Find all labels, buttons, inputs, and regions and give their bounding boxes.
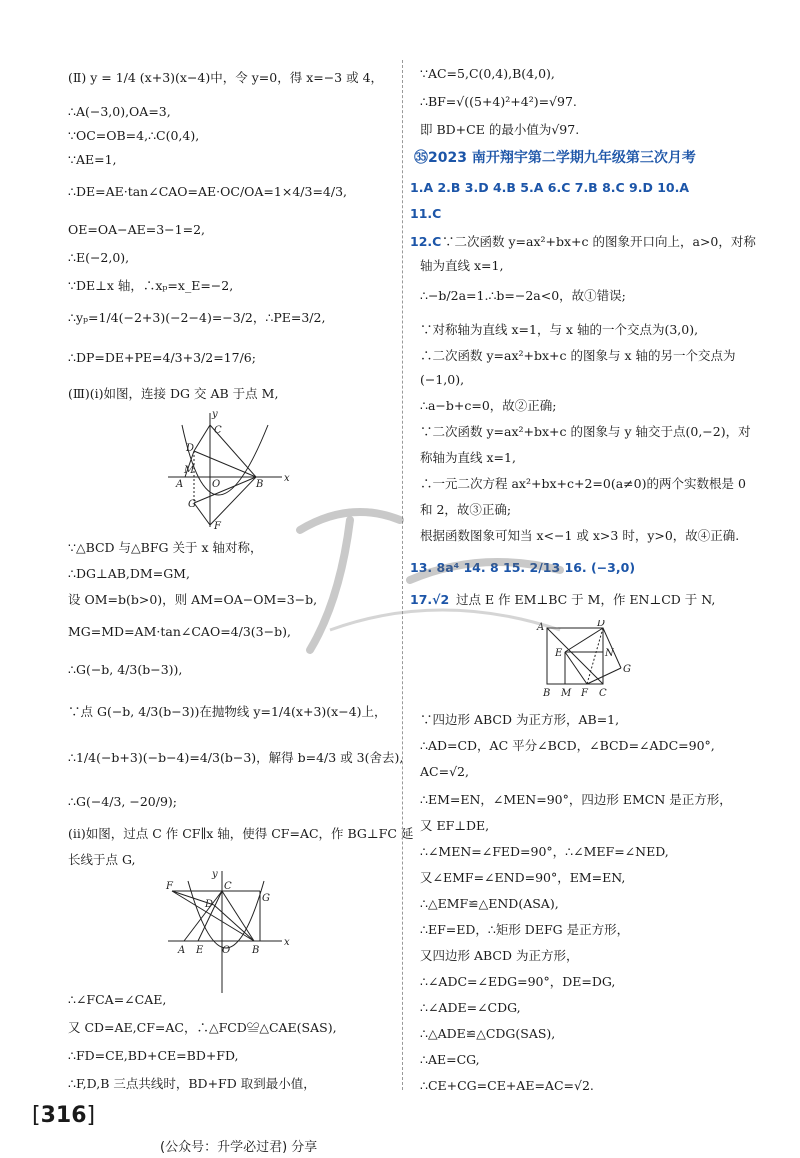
page-number: [316] [32,1103,96,1128]
footer-credit: (公众号：升学必过君) 分享 [160,1140,318,1155]
point-label: E [196,945,204,956]
axis-label: y [212,409,218,420]
axis-label: y [212,869,218,880]
text-line: (ⅱ)如图，过点 C 作 CF∥x 轴，使得 CF=AC，作 BG⊥FC 延 [68,826,414,841]
point-label: B [252,945,260,956]
text-line: ∴A(−3,0),OA=3, [68,104,171,119]
text-line: ∴1/4(−b+3)(−b−4)=4/3(b−3)，解得 b=4/3 或 3(舍去), [68,750,404,765]
text-line: ∴二次函数 y=ax²+bx+c 的图象与 x 轴的另一个交点为 [420,348,736,363]
point-label: G [188,499,196,510]
text-line: ∴CE+CG=CE+AE=AC=√2. [420,1078,594,1093]
text-line: ∴−b/2a=1.∴b=−2a<0，故①错误; [420,288,626,303]
text-line: ∵AE=1, [68,152,117,167]
text-line: AC=√2, [420,764,469,779]
text-line: ∴yₚ=1/4(−2+3)(−2−4)=−3/2，∴PE=3/2, [68,310,326,325]
point-label: E [555,648,563,659]
axis-label: x [284,473,290,484]
text-line: ∴EF=ED，∴矩形 DEFG 是正方形， [420,922,630,937]
text-line: ∵二次函数 y=ax²+bx+c 的图象开口向上，a>0，对称 [442,234,756,249]
question-label: 12.C [410,234,442,249]
text-line: ∴AD=CD，AC 平分∠BCD，∠BCD=∠ADC=90°, [420,738,715,753]
text-line: ∵DE⊥x 轴，∴xₚ=x_E=−2, [68,278,234,293]
text-line: ∵OC=OB=4,∴C(0,4), [68,128,200,143]
point-label: O [222,945,231,956]
point-label: A [176,479,184,490]
text-line: ∴∠FCA=∠CAE, [68,992,167,1007]
text-line: 轴为直线 x=1, [420,258,504,273]
text-line: 又∠EMF=∠END=90°，EM=EN, [420,870,626,885]
point-label: D [597,620,606,629]
text-line: 长线于点 G, [68,852,136,867]
text-line: ∵AC=5,C(0,4),B(4,0), [420,66,555,81]
point-label: D [186,443,195,454]
text-line: 即 BD+CE 的最小值为√97. [420,122,580,137]
text-line: 过点 E 作 EM⊥BC 于 M，作 EN⊥CD 于 N, [456,592,716,607]
text-line: OE=OA−AE=3−1=2, [68,222,205,237]
point-label: A [178,945,186,956]
text-line: ∴BF=√((5+4)²+4²)=√97. [420,94,577,109]
point-label: B [543,688,551,699]
point-label: A [537,622,545,633]
text-line: 称轴为直线 x=1, [420,450,516,465]
text-line: ∴G(−4/3, −20/9); [68,794,177,809]
text-line: ∴DG⊥AB,DM=GM, [68,566,190,581]
text-line: ∴AE=CG, [420,1052,480,1067]
text-line: ∴EM=EN，∠MEN=90°，四边形 EMCN 是正方形， [420,792,732,807]
text-line: ∴DE=AE·tan∠CAO=AE·OC/OA=1×4/3=4/3, [68,184,348,199]
text-line: 又 CD=AE,CF=AC，∴△FCD≌△CAE(SAS), [68,1020,337,1035]
point-label: O [212,479,221,490]
point-label: C [224,881,232,892]
text-line: ∴F,D,B 三点共线时，BD+FD 取到最小值， [68,1076,316,1091]
text-line: 设 OM=b(b>0)，则 AM=OA−OM=3−b, [68,592,318,607]
point-label: N [605,648,614,659]
page-number-value: 316 [40,1103,87,1128]
text-line: ∴G(−b, 4/3(b−3)), [68,662,183,677]
section-title: ㉟2023 南开翔宇第二学期九年级第三次月考 [414,150,696,166]
point-label: B [256,479,264,490]
text-line: (Ⅱ) y = 1/4 (x+3)(x−4)中，令 y=0，得 x=−3 或 4， [68,70,384,85]
answer-row: 1.A 2.B 3.D 4.B 5.A 6.C 7.B 8.C 9.D 10.A [410,180,690,195]
text-line: ∵对称轴为直线 x=1，与 x 轴的一个交点为(3,0), [420,322,699,337]
text-line: ∵△BCD 与△BFG 关于 x 轴对称， [68,540,263,555]
text-line: ∴FD=CE,BD+CE=BD+FD, [68,1048,239,1063]
text-line: ∴∠ADE=∠CDG, [420,1000,521,1015]
point-label: M [561,688,572,699]
point-label: C [599,688,607,699]
point-label: D [205,899,214,910]
text-line: ∴E(−2,0), [68,250,130,265]
answer-row: 11.C [410,206,442,221]
point-label: F [581,688,588,699]
text-line: 又四边形 ABCD 为正方形， [420,948,579,963]
text-line: 根据函数图象可知当 x<−1 或 x>3 时，y>0，故④正确. [420,528,740,543]
text-line: (Ⅲ)(ⅰ)如图，连接 DG 交 AB 于点 M, [68,386,279,401]
text-line: (−1,0), [420,372,465,387]
point-label: F [166,881,173,892]
figure-parabola-cf [160,865,300,995]
answer-row: 13. 8a⁴ 14. 8 15. 2/13 16. (−3,0) [410,560,636,575]
text-line: ∵二次函数 y=ax²+bx+c 的图象与 y 轴交于点(0,−2)，对 [420,424,751,439]
watermark-logo [260,470,590,680]
text-line: MG=MD=AM·tan∠CAO=4/3(3−b), [68,624,291,639]
text-line: 又 EF⊥DE, [420,818,490,833]
text-line: ∵点 G(−b, 4/3(b−3))在抛物线 y=1/4(x+3)(x−4)上， [68,704,387,719]
text-line: ∴△ADE≌△CDG(SAS), [420,1026,556,1041]
point-label: G [623,664,631,675]
text-line: ∴a−b+c=0，故②正确; [420,398,557,413]
point-label: C [214,425,222,436]
point-label: M [184,465,195,476]
text-line: ∴一元二次方程 ax²+bx+c+2=0(a≠0)的两个实数根是 0 [420,476,746,491]
text-line: ∵四边形 ABCD 为正方形，AB=1, [420,712,620,727]
text-line: ∴DP=DE+PE=4/3+3/2=17/6; [68,350,256,365]
axis-label: x [284,937,290,948]
text-line: ∴∠MEN=∠FED=90°，∴∠MEF=∠NED, [420,844,669,859]
text-line: ∴∠ADC=∠EDG=90°，DE=DG, [420,974,616,989]
point-label: G [262,893,270,904]
text-line: 和 2，故③正确; [420,502,512,517]
point-label: F [214,521,221,532]
text-line: ∴△EMF≌△END(ASA), [420,896,559,911]
question-label: 17.√2 [410,592,450,607]
